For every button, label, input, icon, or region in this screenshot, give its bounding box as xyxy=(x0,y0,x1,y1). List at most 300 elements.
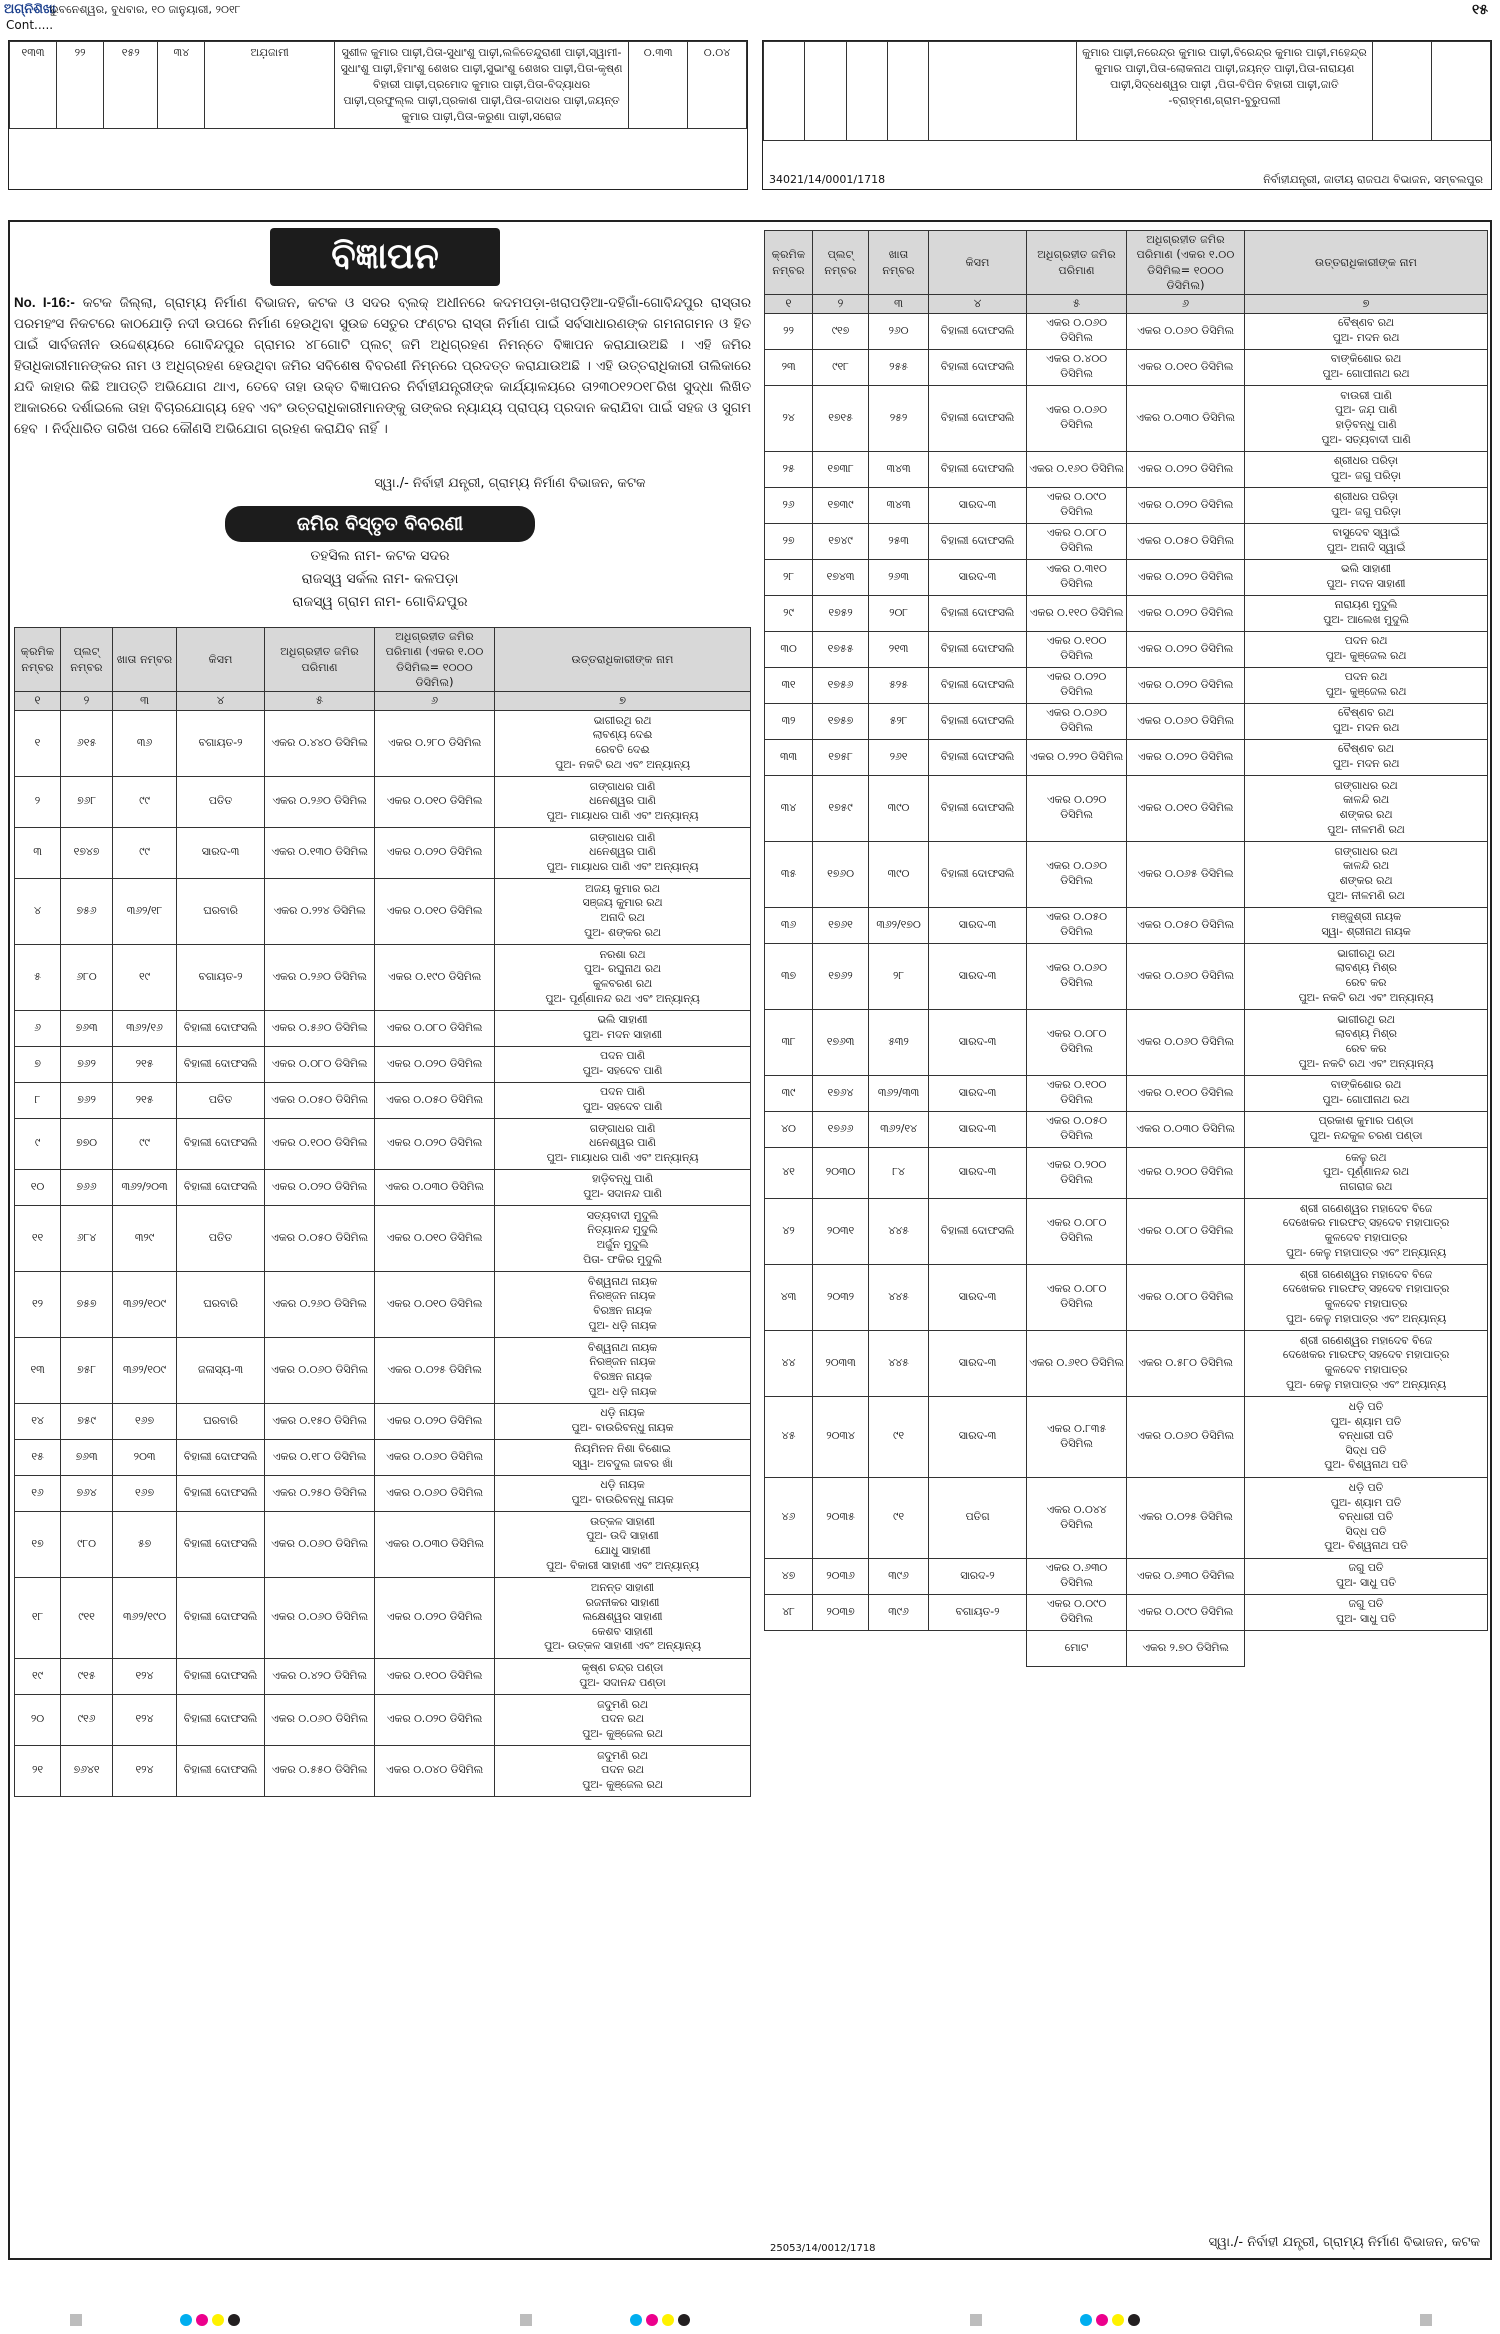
kisam-cell: ବଗାୟତ-୨ xyxy=(177,944,265,1010)
serial-cell: ୨୪ xyxy=(765,385,813,451)
acquired-cell: ଏକର ୦.୦୯୦ ଡିସିମିଲ xyxy=(1127,1594,1245,1630)
acquired-cell: ଏକର ୦.୦୬୦ ଡିସିମିଲ xyxy=(375,1475,495,1511)
grey-block xyxy=(970,2314,982,2326)
kisam-cell: ପତିତ xyxy=(177,776,265,827)
khata-cell: ୩୬୨/୧୦୯ xyxy=(113,1337,177,1403)
khata-cell: ୩୬୨/୧୬ xyxy=(113,1010,177,1046)
kisam-cell: ସାରଦ-୩ xyxy=(929,1396,1027,1477)
table-row xyxy=(765,739,1488,775)
khata-cell: ୩୪୩ xyxy=(869,487,929,523)
kisam-cell: ବଗାୟତ-୨ xyxy=(177,710,265,776)
masthead-logo: ଅଗ୍ନିଶିଖା xyxy=(4,2,56,17)
table-row xyxy=(765,1198,1488,1264)
area-cell: ଏକର ୦.୧୮୦ ଡିସିମିଲ xyxy=(265,1439,375,1475)
serial-cell: ୫ xyxy=(15,944,61,1010)
ad-code: 34021/14/0001/1718 xyxy=(769,173,886,186)
area-cell: ଏକର ୦.୨୨୦ ଡିସିମିଲ xyxy=(1027,739,1127,775)
kisam-cell: ବିହାଲୀ ଦୋଫସଲି xyxy=(929,775,1027,841)
table-row xyxy=(15,1475,751,1511)
serial-cell: ୯ xyxy=(15,1118,61,1169)
table-row xyxy=(765,631,1488,667)
signature: ନିର୍ବାହୀଯନ୍ତ୍ରୀ, ଜାତୀୟ ରାଜପଥ ବିଭାଜନ, ସମ୍ବଲପୁର xyxy=(1263,173,1483,186)
table-row xyxy=(765,703,1488,739)
owners-cell: ବୈଷ୍ଣବ ରଥ ପୁଅ- ମଦନ ରଥ xyxy=(1245,313,1488,349)
khata-cell: ୨୫୫ xyxy=(869,349,929,385)
owners-cell: ଗଙ୍ଗାଧର ରଥ କାଳନ୍ଦି ରଥ ଶଙ୍କର ରଥ ପୁଅ- ନୀଳମଣି ରଥ xyxy=(1245,841,1488,907)
kisam-cell: ବିହାଲୀ ଦୋଫସଲି xyxy=(177,1577,265,1658)
khata-cell: ୯୯ xyxy=(113,1118,177,1169)
village-name: ରାଜସ୍ୱ ଗ୍ରାମ ନାମ- ଗୋବିନ୍ଦପୁର xyxy=(292,594,468,610)
kisam-cell: ବିହାଲୀ ଦୋଫସଲି xyxy=(929,349,1027,385)
kisam-cell: ବିହାଲୀ ଦୋଫସଲି xyxy=(177,1658,265,1694)
color-dot xyxy=(228,2314,240,2326)
khata-cell: ୯୧ xyxy=(869,1477,929,1558)
table-row xyxy=(765,1558,1488,1594)
owners-cell: ଜଗୁ ପତି ପୁଅ- ସାଧୁ ପତି xyxy=(1245,1558,1488,1594)
acquired-cell: ଏକର ୦.୫୮୦ ଡିସିମିଲ xyxy=(1127,1330,1245,1396)
khata-cell: ୨୧୫ xyxy=(113,1082,177,1118)
tahasil-name: ତହସିଲ ନାମ- କଟକ ସଦର xyxy=(310,548,450,564)
table-row xyxy=(15,1403,751,1439)
table-row xyxy=(764,42,1491,141)
owners-cell: ନିୟମିନନ ନିଶା ବିଶୋଇ ସ୍ୱା- ଅବଦୁଲ ଜାବର ଖାଁ xyxy=(495,1439,751,1475)
serial-cell: ୨୧ xyxy=(15,1745,61,1796)
table-row xyxy=(765,1009,1488,1075)
owners-cell: ନାରାୟଣ ମୁଦୁଲି ପୁଅ- ଆଲେଖ ମୁଦୁଲି xyxy=(1245,595,1488,631)
khata-cell: ୫୩୨ xyxy=(869,1009,929,1075)
land-table xyxy=(764,230,1488,1667)
owners-cell: କୃଷ୍ଣ ଚନ୍ଦ୍ର ପଣ୍ଡା ପୁଅ- ସଦାନନ୍ଦ ପଣ୍ଡା xyxy=(495,1658,751,1694)
plot-cell: ୧୭୫୬ xyxy=(813,667,869,703)
column-header: ଖାତା ନମ୍ବର xyxy=(113,628,177,692)
area-cell: ଏକର ୦.୨୬୦ ଡିସିମିଲ xyxy=(265,776,375,827)
kisam-cell: ବିହାଲୀ ଦୋଫସଲି xyxy=(177,1010,265,1046)
column-number: ୭ xyxy=(1245,295,1488,314)
khata-cell: ୧୯ xyxy=(113,944,177,1010)
khata-cell: ୩୯୦ xyxy=(869,841,929,907)
acquired-cell: ଏକର ୦.୧୦୦ ଡିସିମିଲ xyxy=(375,1658,495,1694)
table-row xyxy=(765,487,1488,523)
kisam-cell: ବିହାଲୀ ଦୋଫସଲି xyxy=(177,1118,265,1169)
owners-cell: ପଦନ ରଥ ପୁଅ- କୁଞ୍ଜେଲ ରଥ xyxy=(1245,667,1488,703)
plot-cell: ୧୭୪୯ xyxy=(813,523,869,559)
table-row xyxy=(765,1330,1488,1396)
kisam-cell: ବିହାଲୀ ଦୋଫସଲି xyxy=(929,667,1027,703)
table-row xyxy=(765,385,1488,451)
khata-cell: ୫୭ xyxy=(113,1511,177,1577)
owners-cell: ଗଙ୍ଗାଧର ପାଣି ଧନେଶ୍ୱର ପାଣି ପୁଅ- ମାୟାଧର ପାଣି ଏବଂ ଅନ୍ୟାନ୍ୟ xyxy=(495,1118,751,1169)
kisam-cell: ଘରବାରି xyxy=(177,1271,265,1337)
plot-cell: ୧୭୫୫ xyxy=(813,631,869,667)
kisam-cell: ସାରଦ-୩ xyxy=(929,559,1027,595)
kisam-cell: ବିହାଲୀ ଦୋଫସଲି xyxy=(177,1475,265,1511)
owners-cell: ବିଶ୍ୱନାଥ ନାୟକ ନିରଞ୍ଜନ ନାୟକ ବିରଞ୍ଚନ ନାୟକ ପୁଅ- ଧଡ଼ି ନାୟକ xyxy=(495,1271,751,1337)
khata-cell: ୨୬୧ xyxy=(869,739,929,775)
owners-cell: ଭଲି ସାହାଣୀ ପୁଅ- ମଦନ ସାହାଣୀ xyxy=(1245,559,1488,595)
plot-cell: ୨୦୩୭ xyxy=(813,1594,869,1630)
plot-cell: ୧୭୬୬ xyxy=(813,1111,869,1147)
table-cell: ୧୩୩ xyxy=(10,42,57,129)
serial-cell: ୨୬ xyxy=(765,487,813,523)
table-cell: ୧୫୨ xyxy=(104,42,158,129)
acquired-cell: ଏକର ୦.୦୬୦ ଡିସିମିଲ xyxy=(1127,943,1245,1009)
khata-cell: ୨୮ xyxy=(869,943,929,1009)
kisam-cell: ବିହାଲୀ ଦୋଫସଲି xyxy=(929,523,1027,559)
serial-cell: ୩୮ xyxy=(765,1009,813,1075)
khata-cell: ୧୨୪ xyxy=(113,1694,177,1745)
column-number: ୪ xyxy=(177,692,265,711)
plot-cell: ୨୦୩୪ xyxy=(813,1396,869,1477)
kisam-cell: ସାରଦ-୩ xyxy=(929,943,1027,1009)
plot-cell: ୭୬୬ xyxy=(61,1169,113,1205)
column-header: ଅଧିଗ୍ରହୀତ ଜମିର ପରିମାଣ xyxy=(1027,231,1127,295)
khata-cell: ୩୬୨/୧୮ xyxy=(113,878,177,944)
kisam-cell: ବିହାଲୀ ଦୋଫସଲି xyxy=(177,1745,265,1796)
acquired-cell: ଏକର ୦.୦୪୦ ଡିସିମିଲ xyxy=(375,1745,495,1796)
owners-cell: ମଞ୍ଜୁଶ୍ରୀ ନାୟକ ସ୍ୱା- ଶ୍ରୀନାଥ ନାୟକ xyxy=(1245,907,1488,943)
owners-cell: ପଦନ ପାଣି ପୁଅ- ସହଦେବ ପାଣି xyxy=(495,1082,751,1118)
plot-cell: ୯୧୧ xyxy=(61,1577,113,1658)
plot-cell: ୨୦୩୧ xyxy=(813,1198,869,1264)
serial-cell: ୩ xyxy=(15,827,61,878)
column-header: ଅଧିଗ୍ରହୀତ ଜମିର ପରିମାଣ (ଏକର ୧.୦୦ ଡିସିମିଲ= ୧୦୦୦ ଡିସିମିଲ) xyxy=(1127,231,1245,295)
left-column xyxy=(10,222,755,2258)
acquired-cell: ଏକର ୦.୦୨୦ ଡିସିମିଲ xyxy=(1127,451,1245,487)
owners-cell: ପଦନ ପାଣି ପୁଅ- ସହଦେବ ପାଣି xyxy=(495,1046,751,1082)
column-header: ଅଧିଗ୍ରହୀତ ଜମିର ପରିମାଣ (ଏକର ୧.୦୦ ଡିସିମିଲ= ୧୦୦୦ ଡିସିମିଲ) xyxy=(375,628,495,692)
owners-cell: ଶ୍ରୀ ଗଣେଶ୍ୱର ମହାଦେବ ବିଜେ ଦେଖେକର ମାରଫତ୍ ସହଦେବ ମହାପାତ୍ର କୁଳଦେବ ମହାପାତ୍ର ପୁଅ- କେଳୁ ମହାପାତ୍ର ଏବଂ ଅନ୍ୟାନ୍ୟ xyxy=(1245,1198,1488,1264)
kisam-cell: ବିହାଲୀ ଦୋଫସଲି xyxy=(929,313,1027,349)
serial-cell: ୩୩ xyxy=(765,739,813,775)
kisam-cell: ବିହାଲୀ ଦୋଫସଲି xyxy=(929,703,1027,739)
owners-cell: ପ୍ରକାଶ କୁମାର ପଣ୍ଡା ପୁଅ- ନନ୍ଦକୁଳ ଚରଣ ପଣ୍ଡା xyxy=(1245,1111,1488,1147)
kisam-cell: ଜଳାସ୍ୟ-୩ xyxy=(177,1337,265,1403)
table-row xyxy=(765,349,1488,385)
dateline: ଭୁବନେଶ୍ୱର, ବୁଧବାର, ୧୦ ଜାନୁୟାରୀ, ୨୦୧୮ xyxy=(50,3,241,16)
table-row xyxy=(765,943,1488,1009)
column-number: ୧ xyxy=(15,692,61,711)
column-number: ୩ xyxy=(113,692,177,711)
serial-cell: ୨୩ xyxy=(765,349,813,385)
khata-cell: ୧୨୪ xyxy=(113,1658,177,1694)
owners-cell: ଧଡ଼ି ନାୟକ ପୁଅ- ବାଉରିବନ୍ଧୁ ନାୟକ xyxy=(495,1475,751,1511)
plot-cell: ୯୧୬ xyxy=(61,1694,113,1745)
area-cell: ଏକର ୦.୪୪୦ ଡିସିମିଲ xyxy=(265,710,375,776)
kisam-cell: ସାରଦ-୩ xyxy=(929,487,1027,523)
plot-cell: ୭୭୦ xyxy=(61,1118,113,1169)
acquired-cell: ଏକର ୦.୦୮୦ ଡିସିମିଲ xyxy=(375,1010,495,1046)
table-row xyxy=(765,1075,1488,1111)
signature-top: ସ୍ୱା./- ନିର୍ବାହୀ ଯନ୍ତ୍ରୀ, ଗ୍ରାମ୍ୟ ନିର୍ମାଣ ବିଭାଜନ, କଟକ xyxy=(374,476,646,491)
color-dot xyxy=(1112,2314,1124,2326)
area-cell: ଏକର ୦.୨୨୪ ଡିସିମିଲ xyxy=(265,878,375,944)
plot-cell: ୧୭୬୩ xyxy=(813,1009,869,1075)
table-row xyxy=(765,1111,1488,1147)
table-column-numbers xyxy=(765,295,1488,314)
khata-cell: ୩୬୨/୨୦୩ xyxy=(113,1169,177,1205)
area-cell: ଏକର ୦.୦୮୦ ଡିସିମିଲ xyxy=(265,1046,375,1082)
advertisement-banner: ବିଜ୍ଞାପନ xyxy=(270,228,500,286)
acquired-cell: ଏକର ୦.୦୧୦ ଡିସିମିଲ xyxy=(375,776,495,827)
continued-label: Cont..... xyxy=(6,18,54,32)
owners-cell: ବାଙ୍କିଶୋର ରଥ ପୁଅ- ଗୋପୀନାଥ ରଥ xyxy=(1245,349,1488,385)
serial-cell: ୧୦ xyxy=(15,1169,61,1205)
acquired-cell: ଏକର ୦.୦୧୦ ଡିସିମିଲ xyxy=(375,1205,495,1271)
serial-cell: ୨୨ xyxy=(765,313,813,349)
kisam-cell: ଘରବାରି xyxy=(177,878,265,944)
khata-cell: ୩୯୦ xyxy=(869,775,929,841)
khata-cell: ୨୧୫ xyxy=(113,1046,177,1082)
column-number: ୩ xyxy=(869,295,929,314)
column-number: ୧ xyxy=(765,295,813,314)
table-row xyxy=(15,1745,751,1796)
acquired-cell: ଏକର ୦.୦୨୦ ଡିସିମିଲ xyxy=(1127,631,1245,667)
plot-cell: ୧୭୩୯ xyxy=(813,487,869,523)
serial-cell: ୪୬ xyxy=(765,1477,813,1558)
owners-cell: ଉତ୍କଳ ସାହାଣୀ ପୁଅ- ଉଦି ସାହାଣୀ ଯୋଧୁ ସାହାଣୀ ପୁଅ- ବିକାରୀ ସାହାଣୀ ଏବଂ ଅନ୍ୟାନ୍ୟ xyxy=(495,1511,751,1577)
area-cell: ଏକର ୦.୫୫୦ ଡିସିମିଲ xyxy=(265,1745,375,1796)
kisam-cell: ସାରଦ-୩ xyxy=(177,827,265,878)
plot-cell: ୬୮୦ xyxy=(61,944,113,1010)
serial-cell: ୧୩ xyxy=(15,1337,61,1403)
column-number: ୫ xyxy=(1027,295,1127,314)
khata-cell: ୪୪୫ xyxy=(869,1330,929,1396)
acquired-cell: ଏକର ୦.୦୨୫ ଡିସିମିଲ xyxy=(1127,1477,1245,1558)
area-cell: ଏକର ୦.୨୬୦ ଡିସିମିଲ xyxy=(265,944,375,1010)
acquired-cell: ଏକର ୦.୦୨୦ ଡିସିମିଲ xyxy=(1127,595,1245,631)
plot-cell: ୨୦୩୨ xyxy=(813,1264,869,1330)
column-header: ପ୍ଲଟ୍ ନମ୍ବର xyxy=(813,231,869,295)
acquired-cell: ଏକର ୦.୦୧୦ ଡିସିମିଲ xyxy=(1127,349,1245,385)
acquired-cell: ଏକର ୦.୦୧୦ ଡିସିମିଲ xyxy=(1127,775,1245,841)
owners-cell: ଶ୍ରୀଧର ପରିଡ଼ା ପୁଅ- ଜଗୁ ପରିଡ଼ା xyxy=(1245,451,1488,487)
plot-cell: ୧୭୫୨ xyxy=(813,595,869,631)
area-cell: ଏକର ୦.୧୧୦ ଡିସିମିଲ xyxy=(1027,595,1127,631)
serial-cell: ୨୫ xyxy=(765,451,813,487)
kisam-cell: ସାରଦ-୩ xyxy=(929,1075,1027,1111)
signature-bottom: ସ୍ୱା./- ନିର୍ବାହୀ ଯନ୍ତ୍ରୀ, ଗ୍ରାମ୍ୟ ନିର୍ମାଣ ବିଭାଜନ, କଟକ xyxy=(1208,2235,1480,2250)
serial-cell: ୨୦ xyxy=(15,1694,61,1745)
acquired-cell: ଏକର ୦.୦୨୦ ଡିସିମିଲ xyxy=(375,1046,495,1082)
plot-cell: ୯୧୮ xyxy=(813,349,869,385)
table-row xyxy=(10,42,747,129)
plot-cell: ୭୫୯ xyxy=(61,1403,113,1439)
kisam-cell: ସାରଦ-୩ xyxy=(929,1264,1027,1330)
table-row xyxy=(15,944,751,1010)
khata-cell: ୨୦୮ xyxy=(869,595,929,631)
plot-cell: ୧୭୧୫ xyxy=(813,385,869,451)
color-dot xyxy=(180,2314,192,2326)
acquired-cell: ଏକର ୦.୦୩୦ ଡିସିମିଲ xyxy=(1127,1111,1245,1147)
acquired-cell: ଏକର ୦.୦୨୦ ଡିସିମିଲ xyxy=(375,827,495,878)
acquired-cell: ଏକର ୦.୦୮୦ ଡିସିମିଲ xyxy=(1127,1198,1245,1264)
table-cell: ୦.୩୩ xyxy=(629,42,688,129)
kisam-cell: ବିହାଲୀ ଦୋଫସଲି xyxy=(929,631,1027,667)
plot-cell: ୧୭୬୨ xyxy=(813,943,869,1009)
plot-cell: ୨୦୩୫ xyxy=(813,1477,869,1558)
plot-cell: ୧୭୩୮ xyxy=(813,451,869,487)
owners-cell: ବାଙ୍କିଶୋର ରଥ ପୁଅ- ଗୋପୀନାଥ ରଥ xyxy=(1245,1075,1488,1111)
acquired-cell: ଏକର ୦.୦୨୦ ଡିସିମିଲ xyxy=(1127,667,1245,703)
table-cell: ସୁଶୀଳ କୁମାର ପାଢ଼ୀ,ପିତା-ସୁଧାଂଶୁ ପାଢ଼ୀ,ଲଳିତେନ୍ଦୁରାଣୀ ପାଢ଼ୀ,ସ୍ୱାମୀ-ସୁଧାଂଶୁ ପାଢ଼ୀ,ହିମାଂଶୁ ଶେଖର ପାଢ଼ୀ,ସୁଭାଂଶୁ ଶେଖର ପାଢ଼ୀ,ପିତା-କୃଷ୍ଣ ବିହାରୀ ପାଢ଼ୀ,ପ୍ରମୋଦ କୁମାର ପାଢ଼ୀ,ପିତା-ବିଦ୍ୟାଧର ପାଢ଼ୀ,ପ୍ରଫୁଲ୍ଲ ପାଢ଼ୀ,ପ୍ରକାଶ ପାଢ଼ୀ,ପିତା-ଗଦାଧର ପାଢ଼ୀ,ଜୟନ୍ତ କୁମାର ପାଢ଼ୀ,ପିତା-କରୁଣା ପାଢ଼ୀ,ସରୋଜ xyxy=(334,42,628,129)
area-cell: ଏକର ୦.୬୧୦ ଡିସିମିଲ xyxy=(1027,1330,1127,1396)
kisam-cell: ଘରବାରି xyxy=(177,1403,265,1439)
khata-cell: ୯୧ xyxy=(869,1396,929,1477)
acquired-cell: ଏକର ୦.୦୩୦ ଡିସିମିଲ xyxy=(375,1169,495,1205)
serial-cell: ୭ xyxy=(15,1046,61,1082)
area-cell: ଏକର ୦.୨୦୦ ଡିସିମିଲ xyxy=(1027,1147,1127,1198)
owners-cell: ବାସୁଦେବ ସ୍ୱାଇଁ ପୁଅ- ଅନାଦି ସ୍ୱାଇଁ xyxy=(1245,523,1488,559)
owners-cell: ନରଶା ରଥ ପୁଅ- ରଘୁନାଥ ରଥ କୁଳବରଣ ରଥ ପୁଅ- ପୂର୍ଣ୍ଣାନନ୍ଦ ରଥ ଏବଂ ଅନ୍ୟାନ୍ୟ xyxy=(495,944,751,1010)
owners-cell: ଗଙ୍ଗାଧର ପାଣି ଧନେଶ୍ୱର ପାଣି ପୁଅ- ମାୟାଧର ପାଣି ଏବଂ ଅନ୍ୟାନ୍ୟ xyxy=(495,776,751,827)
acquired-cell: ଏକର ୦.୦୬୦ ଡିସିମିଲ xyxy=(1127,1396,1245,1477)
land-table xyxy=(14,627,751,1797)
serial-cell: ୪ xyxy=(15,878,61,944)
grey-block xyxy=(520,2314,532,2326)
plot-cell: ୭୬୩ xyxy=(61,1010,113,1046)
table-row xyxy=(765,1594,1488,1630)
column-header: କିସମ xyxy=(177,628,265,692)
table-row xyxy=(15,776,751,827)
acquired-cell: ଏକର ୦.୦୬୫ ଡିସିମିଲ xyxy=(1127,841,1245,907)
area-cell: ଏକର ୦.୦୨୦ ଡିସିମିଲ xyxy=(265,1169,375,1205)
table-row xyxy=(15,1046,751,1082)
acquired-cell: ଏକର ୦.୦୧୦ ଡିସିମିଲ xyxy=(375,1271,495,1337)
serial-cell: ୪୪ xyxy=(765,1330,813,1396)
table-cell: ଅଯ଼ଜାମୀ xyxy=(205,42,335,129)
table-row xyxy=(765,1396,1488,1477)
serial-cell: ୪୩ xyxy=(765,1264,813,1330)
plot-cell: ୭୫୬ xyxy=(61,878,113,944)
area-cell: ଏକର ୦.୨୬୦ ଡିସିମିଲ xyxy=(265,1271,375,1337)
table-row xyxy=(15,710,751,776)
acquired-cell: ଏକର ୦.୧୦୦ ଡିସିମିଲ xyxy=(1127,1075,1245,1111)
plot-cell: ୧୭୬୦ xyxy=(813,841,869,907)
area-cell: ଏକର ୦.୦୬୦ ଡିସିମିଲ xyxy=(265,1694,375,1745)
area-cell: ଏକର ୦.୧୦୦ ଡିସିମିଲ xyxy=(1027,1075,1127,1111)
table-row xyxy=(15,1169,751,1205)
serial-cell: ୨୯ xyxy=(765,595,813,631)
kisam-cell: ବଗାୟତ-୨ xyxy=(929,1594,1027,1630)
kisam-cell: ବିହାଲୀ ଦୋଫସଲି xyxy=(929,1198,1027,1264)
serial-cell: ୩୯ xyxy=(765,1075,813,1111)
area-cell: ଏକର ୦.୧୩୦ ଡିସିମିଲ xyxy=(265,827,375,878)
column-header: ଉତ୍ତରାଧିକାରୀଙ୍କ ନାମ xyxy=(495,628,751,692)
khata-cell: ୩୪୩ xyxy=(869,451,929,487)
grey-block xyxy=(1420,2314,1432,2326)
plot-cell: ୭୬୨ xyxy=(61,1082,113,1118)
plot-cell: ୨୦୩୬ xyxy=(813,1558,869,1594)
total-row xyxy=(765,1630,1488,1666)
owners-cell: ପଦନ ରଥ ପୁଅ- କୁଞ୍ଜେଲ ରଥ xyxy=(1245,631,1488,667)
column-header: ପ୍ଲଟ୍ ନମ୍ବର xyxy=(61,628,113,692)
owners-cell: ବାଉରୀ ପାଣି ପୁଅ- ଜଯ଼ ପାଣି ହାଡ଼ିବନ୍ଧୁ ପାଣି ପୁଅ- ସତ୍ୟବାଦୀ ପାଣି xyxy=(1245,385,1488,451)
area-cell: ଏକର ୦.୦୬୦ ଡିସିମିଲ xyxy=(1027,703,1127,739)
acquired-cell: ଏକର ୦.୨୮୦ ଡିସିମିଲ xyxy=(375,710,495,776)
color-dot xyxy=(212,2314,224,2326)
table-row xyxy=(15,878,751,944)
serial-cell: ୩୫ xyxy=(765,841,813,907)
khata-cell: ୩୬୨/୧୭୦ xyxy=(869,907,929,943)
acquired-cell: ଏକର ୦.୦୩୦ ଡିସିମିଲ xyxy=(1127,385,1245,451)
column-number: ୬ xyxy=(1127,295,1245,314)
owners-cell: ବିଶ୍ୱନାଥ ନାୟକ ନିରଞ୍ଜନ ନାୟକ ବିରଞ୍ଚନ ନାୟକ ପୁଅ- ଧଡ଼ି ନାୟକ xyxy=(495,1337,751,1403)
color-dot xyxy=(1080,2314,1092,2326)
area-cell: ଏକର ୦.୦୪୪ ଡିସିମିଲ xyxy=(1027,1477,1127,1558)
plot-cell: ୨୦୩୦ xyxy=(813,1147,869,1198)
serial-cell: ୩୭ xyxy=(765,943,813,1009)
acquired-cell: ଏକର ୦.୦୨୦ ଡିସିମିଲ xyxy=(1127,487,1245,523)
plot-cell: ୧୭୪୩ xyxy=(813,559,869,595)
acquired-cell: ଏକର ୦.୦୨୦ ଡିସିମିଲ xyxy=(1127,739,1245,775)
serial-cell: ୪୮ xyxy=(765,1594,813,1630)
khata-cell: ୩୬୨/୧୦୯ xyxy=(113,1271,177,1337)
plot-cell: ୭୬୪ xyxy=(61,1475,113,1511)
page-number: ୧୫ xyxy=(1471,2,1488,18)
khata-cell: ୧୬୭ xyxy=(113,1403,177,1439)
serial-cell: ୧୧ xyxy=(15,1205,61,1271)
plot-cell: ୭୬୩ xyxy=(61,1439,113,1475)
table-row xyxy=(15,1082,751,1118)
plot-cell: ୯୧୭ xyxy=(813,313,869,349)
plot-cell: ୭୬୪୧ xyxy=(61,1745,113,1796)
plot-cell: ୬୮୪ xyxy=(61,1205,113,1271)
table-cell: ୨୨ xyxy=(57,42,104,129)
plot-cell: ୧୭୬୧ xyxy=(813,907,869,943)
owners-cell: ଭାଗୀରଥି ରଥ ଲାବଣ୍ୟ ମିଶ୍ର ରେବ କର ପୁଅ- ନକଟି ରଥ ଏବଂ ଅନ୍ୟାନ୍ୟ xyxy=(1245,943,1488,1009)
serial-cell: ୪୫ xyxy=(765,1396,813,1477)
kisam-cell: ବିହାଲୀ ଦୋଫସଲି xyxy=(177,1511,265,1577)
owners-cell: କେଳୁ ରଥ ପୁଅ- ପୂର୍ଣ୍ଣାନନ୍ଦ ରଥ ନାଗରାଜ ରଥ xyxy=(1245,1147,1488,1198)
continued-ad-right xyxy=(762,40,1492,190)
owners-cell: ସତ୍ୟବାଦୀ ମୁଦୁଲି ନିତ୍ୟାନନ୍ଦ ମୁଦୁଲି ଅର୍ଜୁନ ମୁଦୁଲି ପିତା- ଫକିର ମୁଦୁଲି xyxy=(495,1205,751,1271)
area-cell: ଏକର ୦.୦୫୦ ଡିସିମିଲ xyxy=(1027,907,1127,943)
owners-cell: ଧଡ଼ି ପତି ପୁଅ- ଶ୍ୟାମ ପତି ବନ୍ଧାରୀ ପତି ସିଦ୍ଧ ପତି ପୁଅ- ବିଶ୍ୱନାଥ ପତି xyxy=(1245,1396,1488,1477)
table-row xyxy=(15,1694,751,1745)
area-cell: ଏକର ୦.୦୮୦ ଡିସିମିଲ xyxy=(1027,523,1127,559)
area-cell: ଏକର ୦.୬୩୦ ଡିସିମିଲ xyxy=(1027,1558,1127,1594)
circle-name: ରାଜସ୍ୱ ସର୍କଲ ନାମ- କଳପଡ଼ା xyxy=(301,571,459,587)
column-header: ଖାତା ନମ୍ବର xyxy=(869,231,929,295)
table-cell: ୩୪ xyxy=(158,42,205,129)
owners-cell: ଧଡ଼ି ନାୟକ ପୁଅ- ବାଉରିବନ୍ଧୁ ନାୟକ xyxy=(495,1403,751,1439)
color-dot xyxy=(646,2314,658,2326)
area-cell: ଏକର ୦.୩୧୦ ଡିସିମିଲ xyxy=(1027,559,1127,595)
serial-cell: ୧୬ xyxy=(15,1475,61,1511)
owners-cell: ଭାଗୀରଥି ରଥ ଲାବଣ୍ୟ ଦେଈ ରେବତି ଦେଈ ପୁଅ- ନକଟି ରଥ ଏବଂ ଅନ୍ୟାନ୍ୟ xyxy=(495,710,751,776)
khata-cell: ୩୬୨/୧୪ xyxy=(869,1111,929,1147)
continued-ad-left xyxy=(8,40,748,190)
notice-number: No. I-16:- xyxy=(14,295,75,310)
khata-cell: ୧୨୪ xyxy=(113,1745,177,1796)
serial-cell: ୧ xyxy=(15,710,61,776)
registration-marks xyxy=(0,2314,1500,2330)
serial-cell: ୧୯ xyxy=(15,1658,61,1694)
acquired-cell: ଏକର ୦.୦୩୦ ଡିସିମିଲ xyxy=(375,1511,495,1577)
kisam-cell: ବିହାଲୀ ଦୋଫସଲି xyxy=(177,1439,265,1475)
continued-table-right xyxy=(763,41,1491,141)
plot-cell: ୧୭୬୪ xyxy=(813,1075,869,1111)
owners-cell: ଅନନ୍ତ ସାହାଣୀ ରଜନୀକର ସାହାଣୀ ଲକ୍ଷେଶ୍ୱର ସାହାଣୀ କେଶବ ସାହାଣୀ ପୁଅ- ଉତ୍କଳ ସାହାଣୀ ଏବଂ ଅନ୍ୟାନ୍ୟ xyxy=(495,1577,751,1658)
khata-cell: ୩୬୨/୩୩ xyxy=(869,1075,929,1111)
column-number: ୨ xyxy=(61,692,113,711)
acquired-cell: ଏକର ୦.୦୨୦ ଡିସିମିଲ xyxy=(1127,559,1245,595)
plot-cell: ୭୬୮ xyxy=(61,776,113,827)
acquired-cell: ଏକର ୦.୦୫୦ ଡିସିମିଲ xyxy=(1127,523,1245,559)
khata-cell: ୨୫୩ xyxy=(869,523,929,559)
acquired-cell: ଏକର ୦.୦୨୦ ଡିସିମିଲ xyxy=(375,1694,495,1745)
table-row xyxy=(15,1337,751,1403)
